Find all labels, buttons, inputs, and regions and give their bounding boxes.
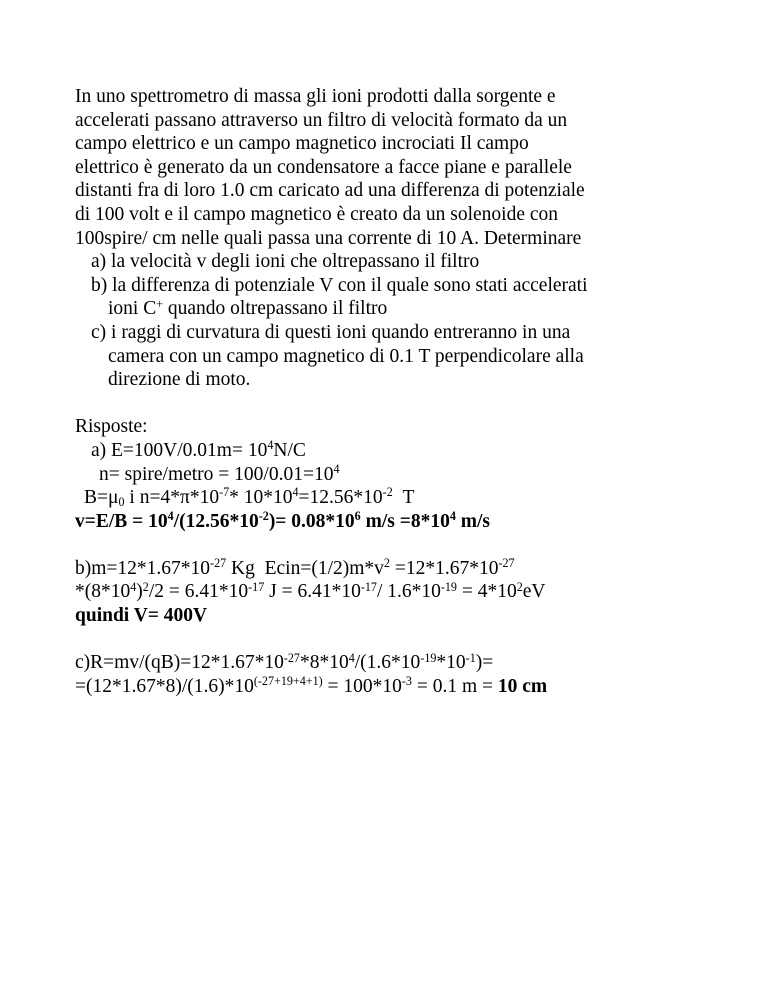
mu-symbol: μ [108, 487, 119, 509]
answer-a-line: a) $E=100V/0.01m= 10^4N/C$ [91, 438, 306, 461]
problem-line: distanti fra di loro 1.0 cm caricato ad una differenza di potenziale [75, 180, 585, 202]
answer-a-line: n= spire/metro = $100/0.01=10^4$ [99, 461, 340, 485]
question-item-c-cont: direzione di moto. [108, 369, 251, 391]
answer-a-result: $v=E/B = 10^4/(12.56*10^{-2})= 0.08*10^6$ $m/s =8*10^4$ m/s [75, 509, 491, 532]
question-item-b-cont: ioni C+ quando oltrepassano il filtro [108, 296, 388, 320]
problem-line: In uno spettrometro di massa gli ioni prodotti dalla sorgente e [75, 86, 556, 107]
question-item-b: b) la differenza di potenziale V con il quale sono stati accelerati [91, 274, 588, 296]
problem-line: 100spire/ cm nelle quali passa una corrente di 10 A. Determinare [75, 227, 582, 249]
answer-c-line: $=(12*1.67*8)/(1.6)*10^{(-27+19+4+1)} = 100*10^{-3} = 0.1$ m = 10 cm [75, 674, 548, 697]
question-item-c-cont: camera con un campo magnetico di 0.1 T perpendicolare alla [108, 345, 584, 367]
answers-heading: Risposte: [75, 416, 148, 438]
problem-line: campo elettrico e un campo magnetico incrociati Il campo [75, 133, 529, 155]
answers-section [75, 415, 715, 698]
answer-b-line: $*(8*10^4)^2/2 = 6.41*10^{-17}$ $J = 6.41*10^{-17}/$ $1.6*10^{-19} = 4*10^2eV$ [75, 579, 546, 603]
question-item-a: a) la velocità v degli ioni che oltrepassano il filtro [91, 251, 480, 273]
pi-symbol: π [179, 487, 190, 509]
answer-b-line: $b)m=12*1.67*10^{-27}$ Kg $Ecin=(1/2)m*v^2 =12*1.67*10^{-27}$ [75, 556, 515, 579]
problem-line: di 100 volt e il campo magnetico è creato da un solenoide con [75, 203, 559, 225]
problem-statement [75, 85, 715, 392]
question-item-c: c) i raggi di curvatura di questi ioni quando entreranno in una [91, 321, 571, 343]
document-page [75, 85, 715, 698]
answer-c-result: 10 cm [497, 675, 548, 697]
answer-a-line: $B=\mu_0$ i $n=4*\pi*10^{-7}*$ $10*10^4=12.56*10^{-2}$ T [84, 485, 415, 510]
problem-line: accelerati passano attraverso un filtro di velocità formato da un [75, 109, 568, 131]
answer-c-line: $c)R=mv/(qB)=12*1.67*10^{-27}*8*10^4/(1.6*10^{-19}*10^{-1})=$ [75, 650, 494, 674]
answer-b-result: quindi V= 400V [75, 605, 208, 627]
problem-line: elettrico è generato da un condensatore a facce piane e parallele [75, 156, 572, 178]
